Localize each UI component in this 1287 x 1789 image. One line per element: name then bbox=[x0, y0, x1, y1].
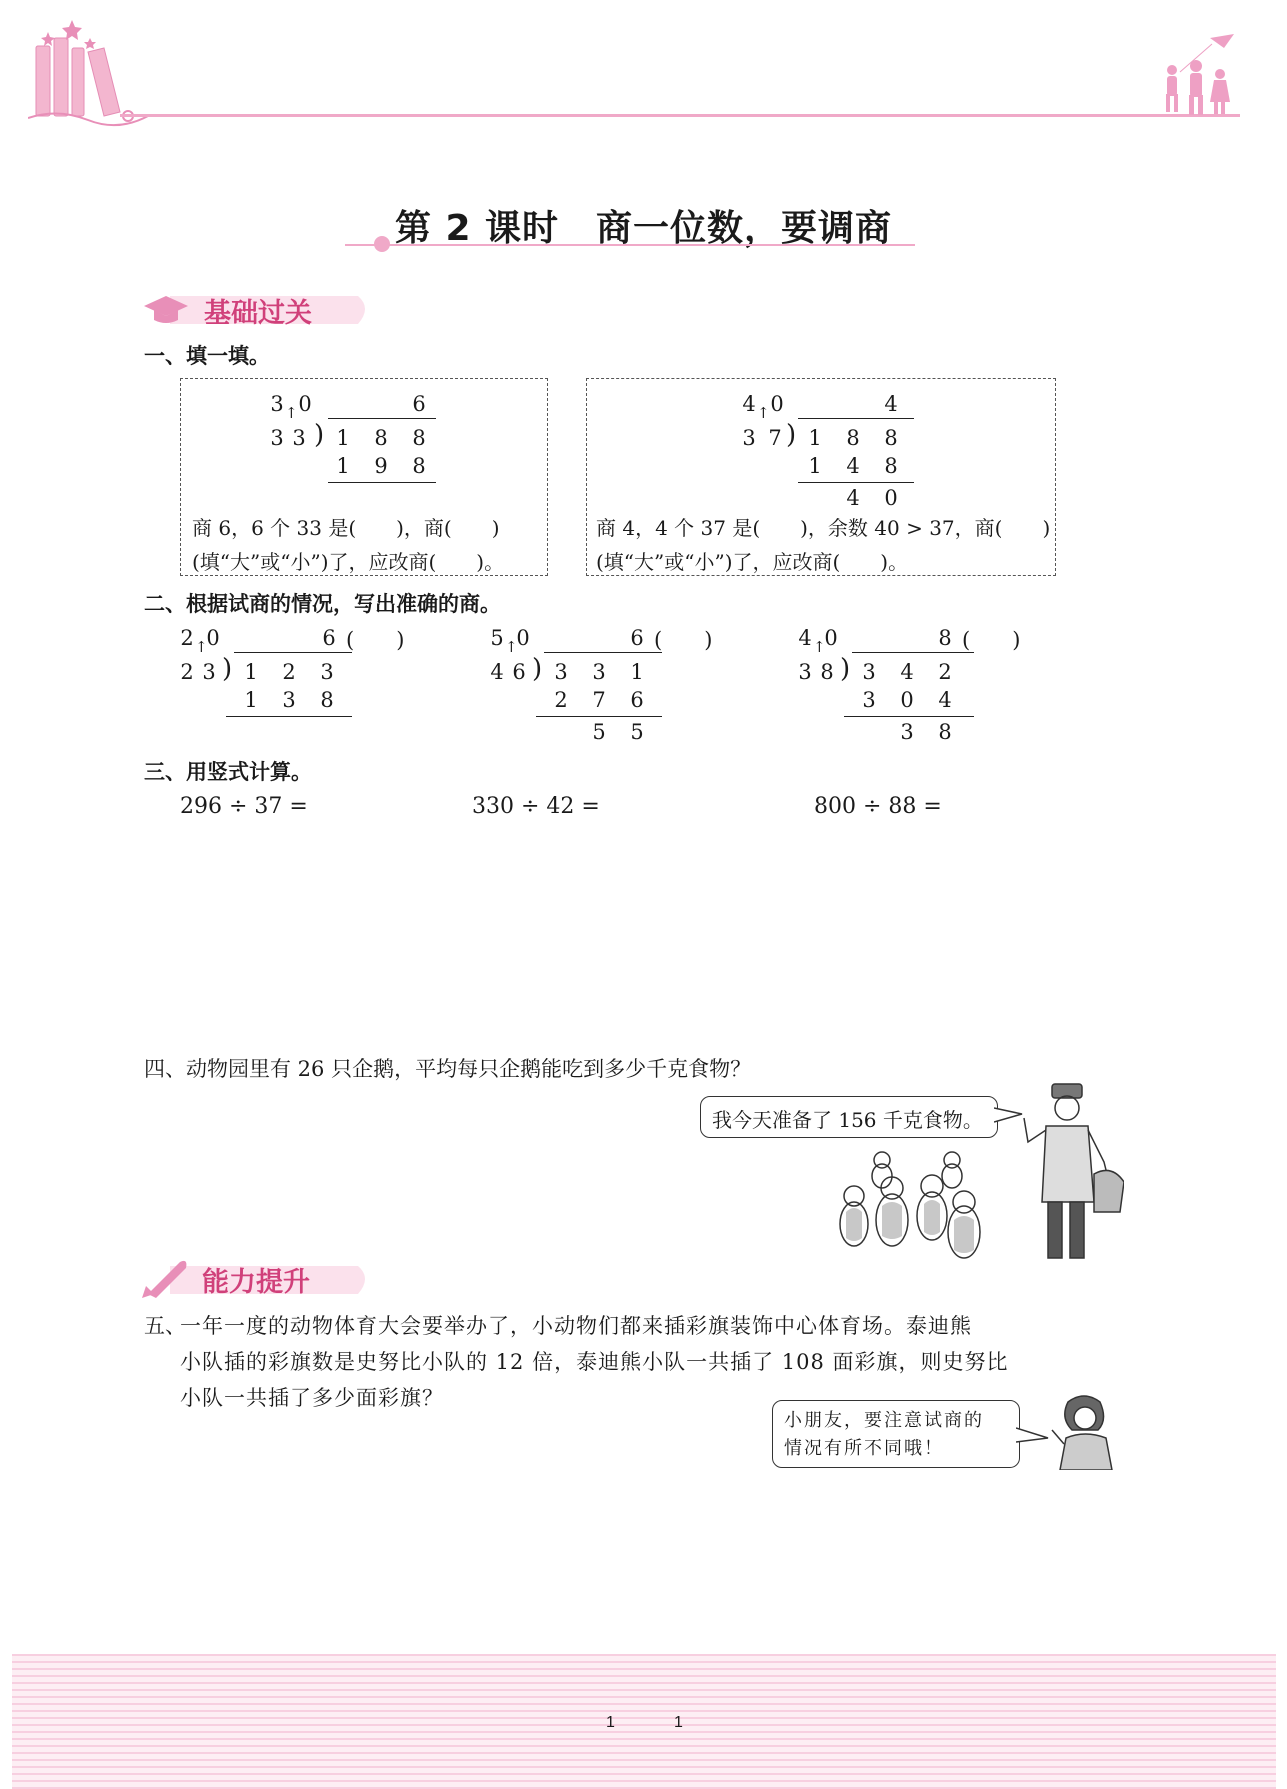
zookeeper-illustration bbox=[1014, 1082, 1124, 1272]
q1-box-2-line-1: 商 4，4 个 37 是( )，余数 40 > 37，商( ) bbox=[596, 516, 1051, 540]
product-digit: 3 bbox=[282, 688, 296, 712]
divisor-digit: 2 bbox=[180, 660, 194, 684]
q1-box-1-division bbox=[268, 392, 448, 496]
arrow-up-icon: ↑ bbox=[195, 638, 208, 656]
arrow-up-icon: ↑ bbox=[813, 638, 826, 656]
q5-line-2: 小队插的彩旗数是史努比小队的 12 倍，泰迪熊小队一共插了 108 面彩旗，则史努比 bbox=[180, 1350, 1009, 1374]
division-bracket: ) bbox=[786, 420, 797, 450]
trial-digit: 0 bbox=[206, 626, 220, 650]
dividend-digit: 3 bbox=[320, 660, 334, 684]
product-digit: 6 bbox=[630, 688, 644, 712]
product-digit: 7 bbox=[592, 688, 606, 712]
remainder-digit: 5 bbox=[592, 720, 606, 744]
page-number-digit: 1 bbox=[606, 1714, 615, 1731]
trial-digit: 4 bbox=[742, 392, 756, 416]
quotient-digit: 6 bbox=[630, 626, 644, 650]
header-rule bbox=[120, 114, 1240, 117]
subtraction-bar bbox=[844, 716, 974, 717]
remainder-digit: 3 bbox=[900, 720, 914, 744]
title-underline-dot bbox=[374, 236, 390, 252]
product-digit: 1 bbox=[808, 454, 822, 478]
q2-item-3 bbox=[796, 626, 1056, 746]
quotient-digit: 4 bbox=[884, 392, 898, 416]
product-digit: 9 bbox=[374, 454, 388, 478]
q1-label: 一、填一填。 bbox=[144, 344, 270, 368]
quotient-digit: 6 bbox=[412, 392, 426, 416]
product-digit: 8 bbox=[412, 454, 426, 478]
divisor-digit: 6 bbox=[512, 660, 526, 684]
q5-hint-line-2: 情况有所不同哦！ bbox=[784, 1438, 944, 1459]
quotient-digit: 6 bbox=[322, 626, 336, 650]
product-digit: 0 bbox=[900, 688, 914, 712]
dividend-digit: 1 bbox=[336, 426, 350, 450]
arrow-up-icon: ↑ bbox=[757, 404, 770, 422]
trial-digit: 2 bbox=[180, 626, 194, 650]
dividend-digit: 4 bbox=[900, 660, 914, 684]
q5-hint-line-1: 小朋友，要注意试商的 bbox=[784, 1410, 984, 1431]
divisor-digit: 3 bbox=[202, 660, 216, 684]
section-banner-basic bbox=[140, 288, 370, 328]
q5-line-3: 小队一共插了多少面彩旗？ bbox=[180, 1386, 444, 1410]
arrow-up-icon: ↑ bbox=[505, 638, 518, 656]
arrow-up-icon: ↑ bbox=[285, 404, 298, 422]
section-banner-advanced bbox=[140, 1256, 370, 1296]
q4-speech-text: 我今天准备了 156 千克食物。 bbox=[712, 1108, 983, 1132]
product-digit: 1 bbox=[336, 454, 350, 478]
divisor-digit: 3 bbox=[798, 660, 812, 684]
dividend-digit: 3 bbox=[592, 660, 606, 684]
q2-label: 二、根据试商的情况，写出准确的商。 bbox=[144, 592, 501, 616]
q5-line-1: 一年一度的动物体育大会要举办了，小动物们都来插彩旗装饰中心体育场。泰迪熊 bbox=[180, 1314, 972, 1338]
divisor-digit: 4 bbox=[490, 660, 504, 684]
trial-digit: 5 bbox=[490, 626, 504, 650]
dividend-digit: 3 bbox=[862, 660, 876, 684]
divisor-digit: 7 bbox=[768, 426, 782, 450]
subtraction-bar bbox=[226, 716, 352, 717]
q2-item-2 bbox=[488, 626, 748, 746]
q1-box-1-line-1: 商 6，6 个 33 是( )，商( ) bbox=[192, 516, 500, 540]
dividend-digit: 8 bbox=[884, 426, 898, 450]
dividend-digit: 3 bbox=[554, 660, 568, 684]
speech-bubble-tail bbox=[1016, 1424, 1050, 1448]
divisor-digit: 3 bbox=[270, 426, 284, 450]
product-digit: 8 bbox=[884, 454, 898, 478]
dividend-digit: 8 bbox=[374, 426, 388, 450]
dividend-digit: 8 bbox=[846, 426, 860, 450]
subtraction-bar bbox=[328, 482, 436, 483]
subtraction-bar bbox=[536, 716, 662, 717]
trial-digit: 4 bbox=[798, 626, 812, 650]
product-digit: 3 bbox=[862, 688, 876, 712]
division-bracket: ) bbox=[222, 654, 233, 684]
product-digit: 4 bbox=[938, 688, 952, 712]
q3-problem-2: 330 ÷ 42 = bbox=[472, 794, 600, 819]
dividend-digit: 2 bbox=[938, 660, 952, 684]
answer-blank[interactable]: ( ) bbox=[346, 628, 405, 652]
page-number-digit: 1 bbox=[674, 1714, 683, 1731]
remainder-digit: 4 bbox=[846, 486, 860, 510]
product-digit: 2 bbox=[554, 688, 568, 712]
q3-label: 三、用竖式计算。 bbox=[144, 760, 312, 784]
penguins-illustration bbox=[832, 1146, 992, 1266]
divisor-digit: 3 bbox=[292, 426, 306, 450]
trial-digit: 0 bbox=[824, 626, 838, 650]
remainder-digit: 0 bbox=[884, 486, 898, 510]
divisor-digit: 3 bbox=[742, 426, 756, 450]
dividend-digit: 1 bbox=[244, 660, 258, 684]
header-decoration-right bbox=[1150, 30, 1240, 120]
section-title-basic: 基础过关 bbox=[204, 298, 312, 329]
trial-digit: 0 bbox=[516, 626, 530, 650]
division-bracket: ) bbox=[314, 420, 325, 450]
product-digit: 4 bbox=[846, 454, 860, 478]
section-title-advanced: 能力提升 bbox=[202, 1267, 310, 1298]
divisor-digit: 8 bbox=[820, 660, 834, 684]
q3-problem-1: 296 ÷ 37 = bbox=[180, 794, 308, 819]
product-digit: 8 bbox=[320, 688, 334, 712]
teacher-illustration bbox=[1050, 1394, 1120, 1470]
q4-label: 四、动物园里有 26 只企鹅，平均每只企鹅能吃到多少千克食物？ bbox=[144, 1057, 752, 1081]
answer-blank[interactable]: ( ) bbox=[654, 628, 713, 652]
trial-digit: 3 bbox=[270, 392, 284, 416]
division-bar bbox=[328, 418, 436, 419]
dividend-digit: 1 bbox=[808, 426, 822, 450]
q5-label: 五、 bbox=[144, 1314, 186, 1338]
q1-box-1-line-2: (填“大”或“小”)了，应改商( )。 bbox=[192, 550, 505, 574]
title-underline bbox=[345, 244, 915, 246]
division-bar bbox=[798, 418, 914, 419]
division-bracket: ) bbox=[840, 654, 851, 684]
dividend-digit: 2 bbox=[282, 660, 296, 684]
product-digit: 1 bbox=[244, 688, 258, 712]
dividend-digit: 1 bbox=[630, 660, 644, 684]
division-bar bbox=[852, 652, 974, 653]
subtraction-bar bbox=[798, 482, 914, 483]
page-title: 第 2 课时 商一位数，要调商 bbox=[394, 208, 893, 249]
trial-digit: 0 bbox=[770, 392, 784, 416]
answer-blank[interactable]: ( ) bbox=[962, 628, 1021, 652]
trial-digit: 0 bbox=[298, 392, 312, 416]
q2-item-1 bbox=[178, 626, 438, 716]
division-bracket: ) bbox=[532, 654, 543, 684]
dividend-digit: 8 bbox=[412, 426, 426, 450]
division-bar bbox=[234, 652, 352, 653]
division-bar bbox=[544, 652, 662, 653]
remainder-digit: 5 bbox=[630, 720, 644, 744]
remainder-digit: 8 bbox=[938, 720, 952, 744]
q1-box-2-line-2: (填“大”或“小”)了，应改商( )。 bbox=[596, 550, 909, 574]
q1-box-2-division bbox=[740, 392, 920, 516]
q3-problem-3: 800 ÷ 88 = bbox=[814, 794, 942, 819]
quotient-digit: 8 bbox=[938, 626, 952, 650]
footer-band bbox=[12, 1654, 1276, 1789]
